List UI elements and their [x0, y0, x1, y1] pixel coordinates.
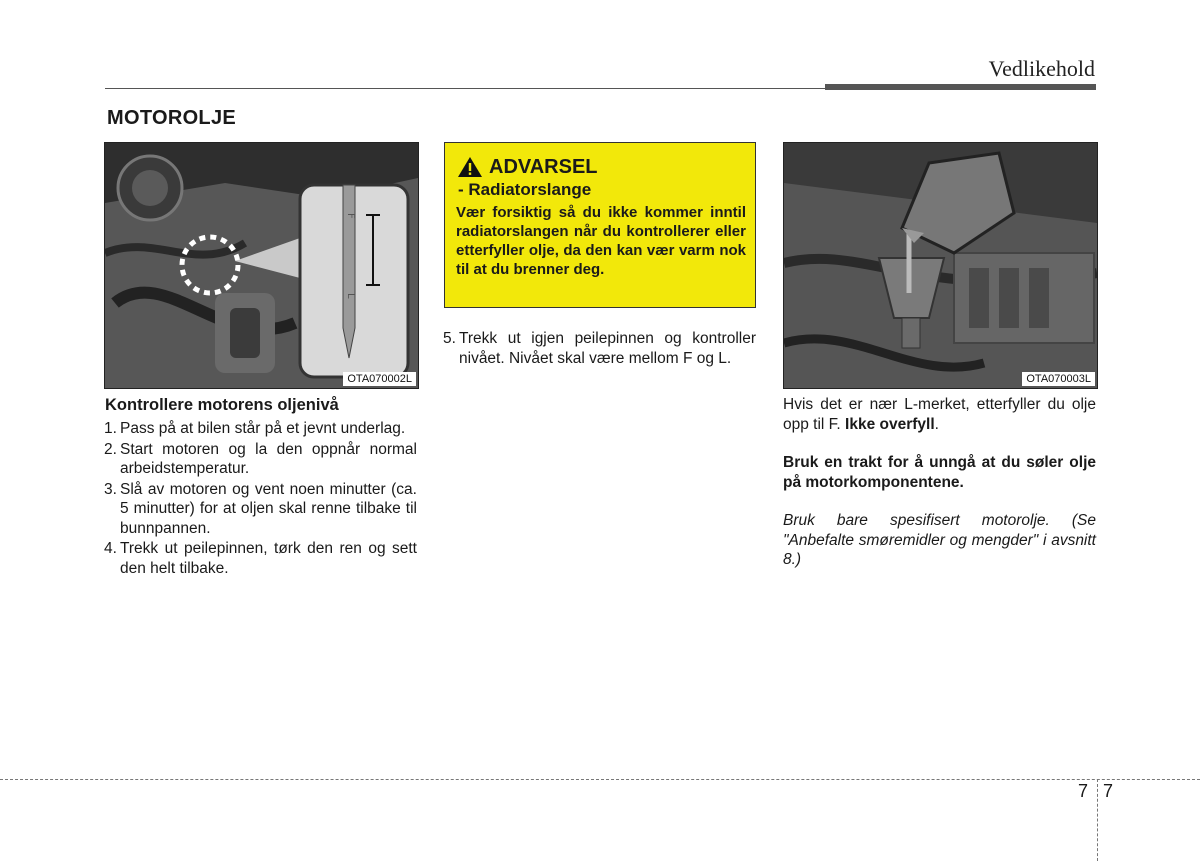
step-number: 4. [104, 540, 117, 557]
warning-triangle-icon [457, 156, 483, 178]
funnel-tip: Bruk en trakt for å unngå at du søler olje på motorkomponentene. [783, 454, 1096, 491]
photo-caption: OTA070002L [343, 372, 416, 386]
list-item [443, 329, 756, 368]
warning-text: Vær forsiktig så du ikke kommer inntil radiatorslangen når du kontrollerer eller etterfyller olje, da den kan vær varm nok til at du brenner deg. [456, 204, 746, 278]
footer-rule [0, 779, 1200, 780]
list-item [104, 440, 417, 479]
svg-text:F: F [345, 213, 356, 219]
paragraph [783, 395, 1096, 434]
engine-dipstick-photo [104, 142, 419, 389]
chapter-number: 7 [1078, 781, 1089, 801]
header-rule-accent [825, 84, 1096, 90]
step-list [443, 329, 756, 369]
paragraph-end: . [934, 415, 939, 433]
header-title: Vedlikehold [988, 56, 1095, 81]
list-item [104, 480, 417, 539]
step-list [104, 419, 417, 579]
section-title: MOTOROLJE [107, 107, 237, 129]
step-number: 3. [104, 480, 117, 498]
step-number: 5. [443, 330, 456, 347]
list-item [104, 419, 417, 439]
emphasis-text: Ikke overfyll [845, 415, 935, 433]
photo-caption: OTA070003L [1022, 372, 1095, 386]
subsection-heading: Kontrollere motorens oljenivå [105, 396, 339, 414]
page-number: 7 [1103, 781, 1114, 801]
right-column [783, 395, 1096, 589]
step-text: Start motoren og la den oppnår normal arbeidstemperatur. [120, 440, 417, 477]
step-number: 1. [104, 420, 117, 437]
warning-box [444, 142, 756, 308]
footer-divider [1097, 779, 1098, 861]
svg-text:L: L [345, 293, 356, 299]
warning-title: ADVARSEL [489, 156, 598, 178]
step-text: Slå av motoren og vent noen minutter (ca. 5 minutter) for at oljen skal renne tilbake til bunnpannen. [120, 480, 417, 537]
warning-subtitle: - Radiatorslange [458, 180, 592, 199]
header-rule [105, 88, 825, 89]
step-text: Trekk ut peilepinnen, tørk den ren og sett den helt tilbake. [120, 540, 417, 577]
step-number: 2. [104, 440, 117, 458]
step-text: Trekk ut igjen peilepinnen og kontroller nivået. Nivået skal være mellom F og L. [459, 330, 756, 367]
step-text: Pass på at bilen står på et jevnt underlag. [120, 420, 406, 437]
paragraph-text: Hvis det er nær L-merket, etterfyller du olje opp til F. [783, 396, 1096, 433]
oil-spec-note: Bruk bare spesifisert motorolje. (Se "Anbefalte smøremidler og mengder" i avsnitt 8.) [783, 512, 1096, 568]
oil-funnel-photo [783, 142, 1098, 389]
list-item [104, 539, 417, 578]
